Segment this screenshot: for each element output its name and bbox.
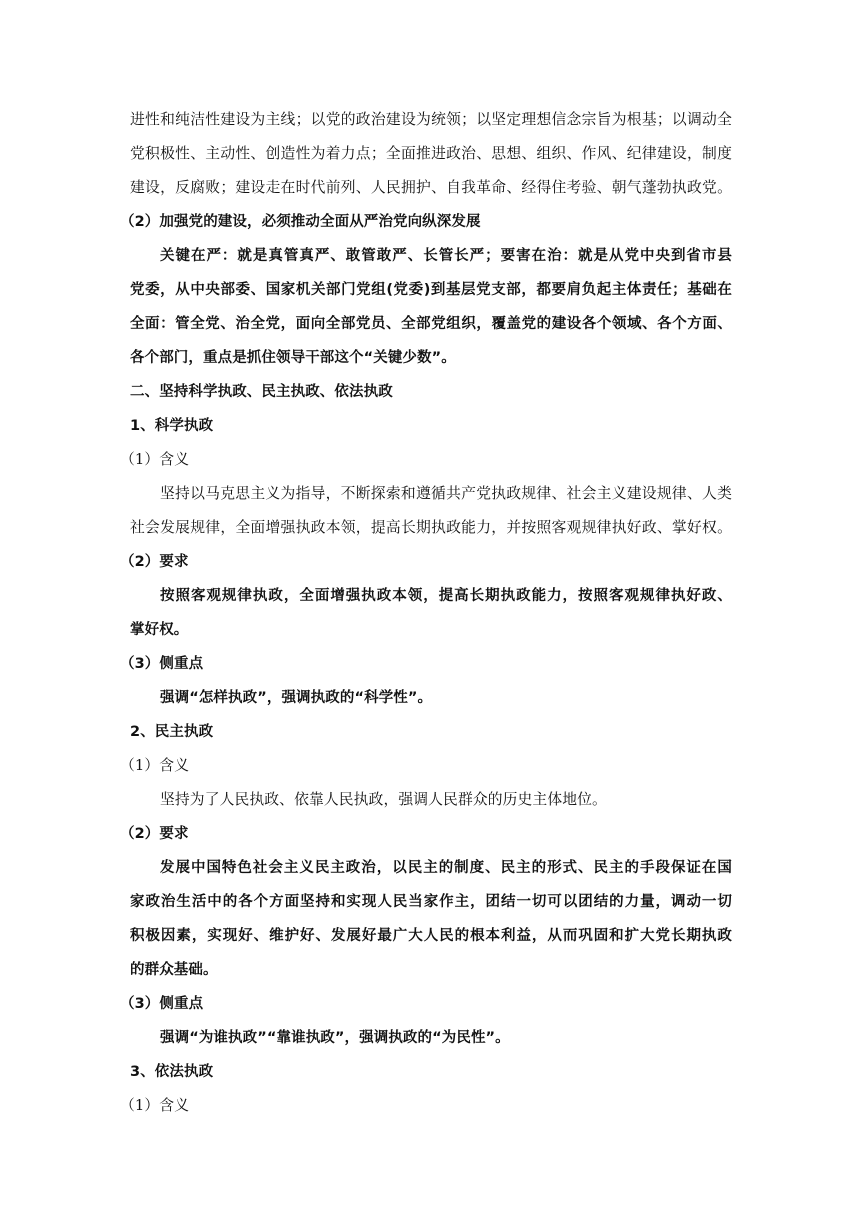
section-heading: 二、坚持科学执政、民主执政、依法执政 — [130, 384, 393, 400]
paragraph-line: 积极因素，实现好、维护好、发展好最广大人民的根本利益，从而巩固和扩大党长期执政 — [130, 928, 732, 944]
paragraph-line: 按照客观规律执政，全面增强执政本领，提高长期执政能力，按照客观规律执好政、 — [160, 588, 732, 604]
paragraph-line: 发展中国特色社会主义民主政治，以民主的制度、民主的形式、民主的手段保证在国 — [160, 860, 732, 876]
paragraph-line: 掌好权。 — [130, 622, 189, 638]
paragraph-line: 的群众基础。 — [130, 962, 218, 978]
section-heading: 3、依法执政 — [130, 1064, 214, 1080]
paragraph-line: 关键在严：就是真管真严、敢管敢严、长管长严；要害在治：就是从党中央到省市县 — [160, 248, 732, 264]
subheading: （1）含义 — [120, 1097, 190, 1114]
paragraph-line: 党积极性、主动性、创造性为着力点；全面推进政治、思想、组织、作风、纪律建设，制度 — [130, 145, 732, 162]
paragraph-line: 进性和纯洁性建设为主线；以党的政治建设为统领；以坚定理想信念宗旨为根基；以调动全 — [130, 111, 732, 128]
subheading: （1）含义 — [120, 757, 190, 774]
paragraph-line: 强调“为谁执政”“靠谁执政”，强调执政的“为民性”。 — [160, 1030, 510, 1046]
subheading: （3）侧重点 — [120, 656, 204, 672]
paragraph-line: 全面：管全党、治全党，面向全部党员、全部党组织，覆盖党的建设各个领域、各个方面、 — [130, 316, 732, 332]
subheading: （2）要求 — [120, 826, 189, 842]
paragraph-line: 各个部门，重点是抓住领导干部这个“关键少数”。 — [130, 350, 456, 366]
paragraph-line: 建设，反腐败；建设走在时代前列、人民拥护、自我革命、经得住考验、朝气蓬勃执政党。 — [130, 179, 732, 196]
paragraph-line: 党委，从中央部委、国家机关部门党组(党委)到基层党支部，都要肩负起主体责任；基础在 — [130, 282, 732, 298]
subheading: （2）加强党的建设，必须推动全面从严治党向纵深发展 — [120, 214, 481, 230]
paragraph-line: 坚持以马克思主义为指导，不断探索和遵循共产党执政规律、社会主义建设规律、人类 — [160, 485, 732, 502]
subheading: （2）要求 — [120, 554, 189, 570]
subheading: （1）含义 — [120, 451, 190, 468]
subheading: （3）侧重点 — [120, 996, 204, 1012]
section-heading: 2、民主执政 — [130, 724, 214, 740]
section-heading: 1、科学执政 — [130, 418, 214, 434]
paragraph-line: 坚持为了人民执政、依靠人民执政，强调人民群众的历史主体地位。 — [160, 791, 607, 808]
paragraph-line: 家政治生活中的各个方面坚持和实现人民当家作主，团结一切可以团结的力量，调动一切 — [130, 894, 732, 910]
paragraph-line: 社会发展规律，全面增强执政本领，提高长期执政能力，并按照客观规律执好政、掌好权。 — [130, 519, 732, 536]
paragraph-line: 强调“怎样执政”，强调执政的“科学性”。 — [160, 690, 433, 706]
